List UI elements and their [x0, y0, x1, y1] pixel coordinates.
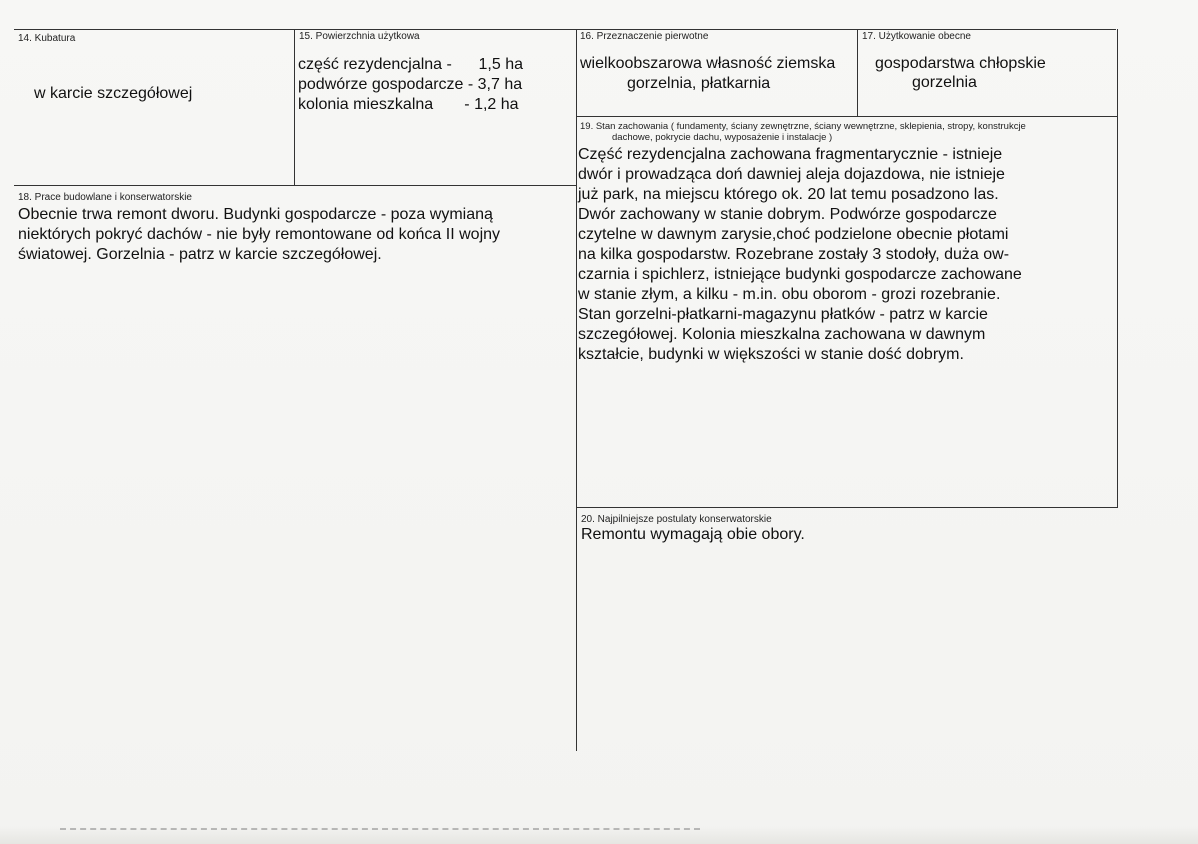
- powierzchnia-values: [298, 55, 523, 115]
- powierzchnia-label: 15. Powierzchnia użytkowa: [299, 31, 420, 42]
- powierzchnia-line: kolonia mieszkalna - 1,2 ha: [298, 96, 519, 113]
- top-border-line: [14, 29, 1116, 30]
- uzytkowanie-value-2: gorzelnia: [912, 74, 977, 91]
- stan-label-line: dachowe, pokrycie dachu, wyposażenie i instalacje ): [612, 132, 833, 143]
- uzytkowanie-label: 17. Użytkowanie obecne: [862, 31, 971, 42]
- stan-line: w stanie złym, a kilku - m.in. obu oborom - grozi rozebranie.: [578, 286, 1001, 303]
- stan-line: czytelne w dawnym zarysie,choć podzielone obecnie płotami: [578, 226, 1009, 243]
- prace-label: 18. Prace budowlane i konserwatorskie: [18, 192, 192, 203]
- col-divider-17: [857, 29, 858, 117]
- stan-line: kształcie, budynki w większości w stanie dość dobrym.: [578, 346, 964, 363]
- postulaty-value: Remontu wymagają obie obory.: [581, 526, 805, 543]
- stan-text: [578, 145, 1022, 365]
- prace-text: [18, 205, 500, 265]
- stan-label-line: 19. Stan zachowania ( fundamenty, ściany zewnętrzne, ściany wewnętrzne, sklepienia, stropy, konstrukcje: [580, 121, 1026, 132]
- stan-line: Stan gorzelni-płatkarni-magazynu płatków - patrz w karcie: [578, 306, 988, 323]
- powierzchnia-line: podwórze gospodarcze - 3,7 ha: [298, 76, 523, 93]
- stan-line: Dwór zachowany w stanie dobrym. Podwórze gospodarcze: [578, 206, 997, 223]
- prace-line: niektórych pokryć dachów - nie były remontowane od końca II wojny: [18, 226, 501, 243]
- right-border-line: [1117, 29, 1118, 507]
- przeznaczenie-value-1: wielkoobszarowa własność ziemska: [580, 55, 836, 72]
- col-divider-16: [576, 29, 577, 751]
- przeznaczenie-label: 16. Przeznaczenie pierwotne: [580, 31, 709, 42]
- stan-line: na kilka gospodarstw. Rozebrane zostały 3 stodoły, duża ow-: [578, 246, 1010, 263]
- prace-line: światowej. Gorzelnia - patrz w karcie szczegółowej.: [18, 246, 382, 263]
- stan-line: szczegółowej. Kolonia mieszkalna zachowana w dawnym: [578, 326, 986, 343]
- uzytkowanie-value-1: gospodarstwa chłopskie: [875, 55, 1046, 72]
- stan-line: czarnia i spichlerz, istniejące budynki gospodarcze zachowane: [578, 266, 1022, 283]
- scan-artifact-line: [60, 828, 700, 832]
- divider-row-19: [576, 116, 1118, 117]
- stan-label: [580, 121, 1026, 143]
- kubatura-label: 14. Kubatura: [18, 33, 76, 44]
- divider-row-20: [576, 507, 1118, 508]
- postulaty-label: 20. Najpilniejsze postulaty konserwatorskie: [581, 514, 772, 525]
- divider-row-18: [14, 185, 576, 186]
- stan-line: już park, na miejscu którego ok. 20 lat temu posadzono las.: [578, 186, 999, 203]
- stan-line: dwór i prowadząca doń dawniej aleja dojazdowa, nie istnieje: [578, 166, 1005, 183]
- powierzchnia-line: część rezydencjalna - 1,5 ha: [298, 56, 523, 73]
- col-divider-15: [294, 29, 295, 186]
- stan-line: Część rezydencjalna zachowana fragmentarycznie - istnieje: [578, 146, 1003, 163]
- kubatura-value: w karcie szczegółowej: [34, 85, 193, 102]
- prace-line: Obecnie trwa remont dworu. Budynki gospodarcze - poza wymianą: [18, 206, 493, 223]
- przeznaczenie-value-2: gorzelnia, płatkarnia: [627, 75, 771, 92]
